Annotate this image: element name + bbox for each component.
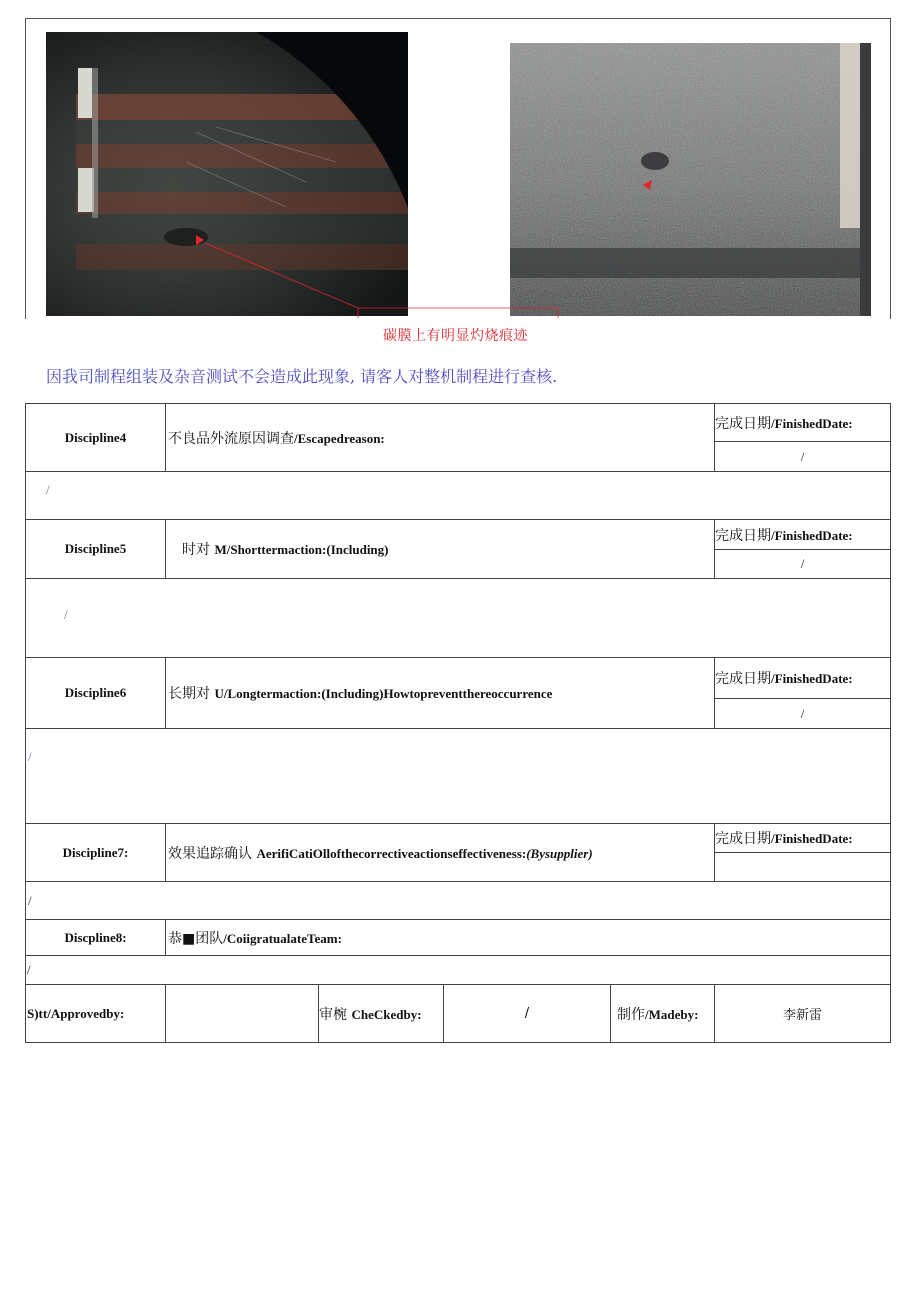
d6-label: Discipline6 [26, 658, 166, 729]
d7-finished-label: 完成日期/FinishedDate: [715, 824, 891, 853]
microscope-photo-carbon-film [46, 32, 408, 316]
photo-annotation: 碳膜上有明显灼烧痕迹 [383, 328, 528, 344]
d8-title: 恭■团队/CoiigratualateTeam: [166, 920, 891, 956]
d6-finished-value[interactable]: / [715, 699, 891, 729]
d7-label: Discipline7: [26, 824, 166, 882]
approved-label: S)tt/Approvedby: [26, 985, 166, 1043]
made-label: 制作/Madeby: [611, 985, 715, 1043]
supplier-note: 因我司制程组装及杂音测试不会造成此现象, 请客人对整机制程进行查核. [46, 367, 558, 386]
d4-content[interactable]: / [26, 472, 891, 520]
d5-finished-value[interactable]: / [715, 550, 891, 579]
d8-content[interactable]: / [26, 956, 891, 985]
checked-value[interactable]: / [444, 985, 611, 1043]
microscope-photo-closeup [510, 43, 871, 316]
d4-finished-label: 完成日期/FinishedDate: [715, 404, 891, 442]
approved-value[interactable] [166, 985, 319, 1043]
d5-finished-label: 完成日期/FinishedDate: [715, 520, 891, 550]
d4-label: Discipline4 [26, 404, 166, 472]
made-value[interactable]: 李新雷 [715, 985, 891, 1043]
d8-label: Discpline8: [26, 920, 166, 956]
d4-title: 不良品外流原因调查/Escapedreason: [166, 404, 715, 472]
d7-content[interactable]: / [26, 882, 891, 920]
d6-title: 长期对 U/Longtermaction:(Including)Howtopreventthereoccurrence [166, 658, 715, 729]
8d-report-table [25, 403, 891, 1043]
d5-content[interactable]: / [26, 579, 891, 658]
d7-finished-value[interactable] [715, 853, 891, 882]
signoff-row [26, 985, 891, 1043]
d6-content[interactable]: / [26, 729, 891, 824]
d5-title: 时对 M/Shorttermaction:(Including) [166, 520, 715, 579]
d4-header-row [26, 404, 891, 442]
d4-finished-value[interactable]: / [715, 442, 891, 472]
d5-label: Discipline5 [26, 520, 166, 579]
d6-finished-label: 完成日期/FinishedDate: [715, 658, 891, 699]
d7-title: 效果追踪确认 AerifiCatiOllofthecorrectiveactionseffectiveness:(Bysupplier) [166, 824, 715, 882]
checked-label: 审椀 CheCkedby: [319, 985, 444, 1043]
